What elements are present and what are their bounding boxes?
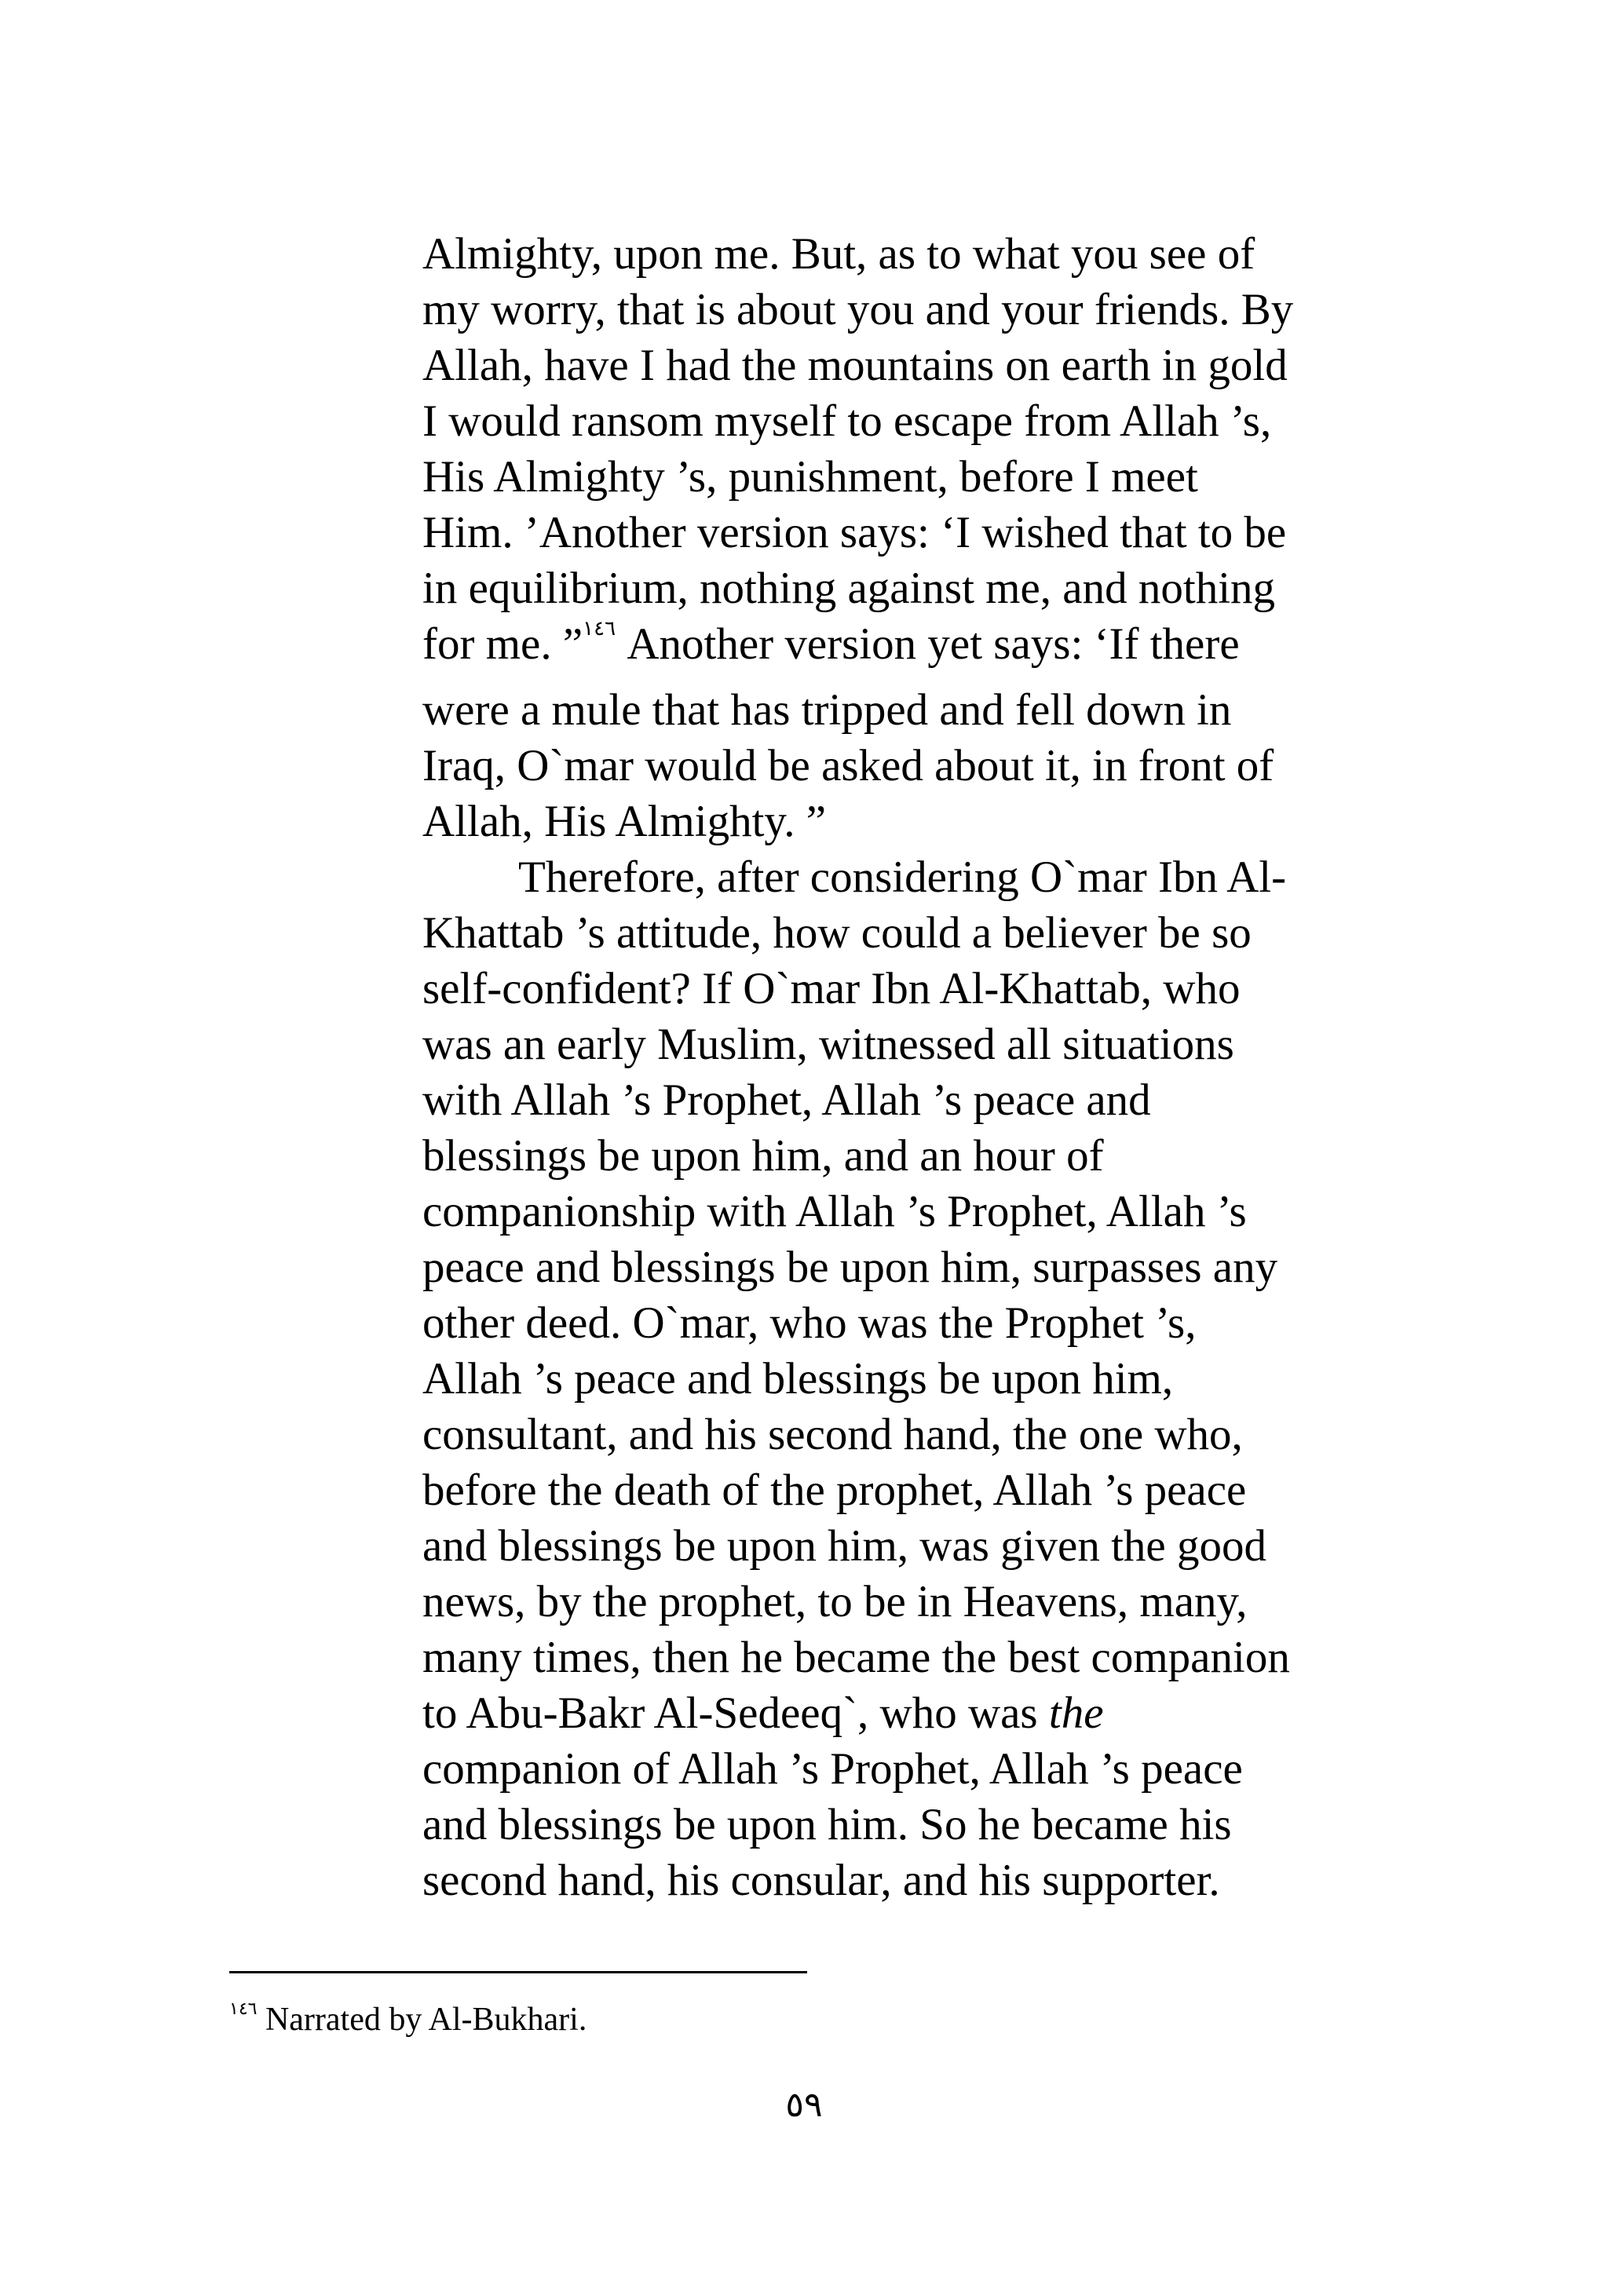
text-line: Almighty, upon me. But, as to what you see of: [422, 229, 1255, 279]
text-line: [422, 1685, 1380, 1741]
text-line: many times, then he became the best companion: [422, 1633, 1290, 1682]
text-line: [422, 616, 1380, 672]
text-line: second hand, his consular, and his supporter.: [422, 1856, 1220, 1905]
text-line: I would ransom myself to escape from Allah ’s,: [422, 396, 1272, 446]
text-line: His Almighty ’s, punishment, before I meet: [422, 452, 1198, 502]
text-line: other deed. O`mar, who was the Prophet ’s,: [422, 1298, 1197, 1348]
text-segment: Another version yet says: ‘If there: [616, 619, 1240, 669]
text-line: news, by the prophet, to be in Heavens, many,: [422, 1577, 1248, 1626]
text-line: in equilibrium, nothing against me, and nothing: [422, 564, 1276, 613]
text-line: was an early Muslim, witnessed all situations: [422, 1020, 1234, 1069]
text-line: and blessings be upon him, was given the good: [422, 1521, 1266, 1571]
footnote-divider: [229, 1971, 807, 1973]
page-number: ٥٩: [785, 2086, 823, 2124]
text-line: self-confident? If O`mar Ibn Al-Khattab, who: [422, 964, 1241, 1013]
paragraph-first-line: Therefore, after considering O`mar Ibn Al-: [518, 852, 1287, 902]
text-line: and blessings be upon him. So he became his: [422, 1800, 1232, 1849]
text-line: before the death of the prophet, Allah ’s peace: [422, 1466, 1247, 1515]
footnote-reference[interactable]: ١٤٦: [583, 617, 616, 640]
text-line: with Allah ’s Prophet, Allah ’s peace and: [422, 1075, 1151, 1125]
text-line: Khattab ’s attitude, how could a believer be so: [422, 908, 1252, 958]
text-line: Allah, His Almighty. ”: [422, 797, 827, 846]
text-line: Him. ’Another version says: ‘I wished that to be: [422, 508, 1287, 557]
text-segment: to Abu-Bakr Al-Sedeeq`, who was: [422, 1688, 1049, 1738]
text-line: peace and blessings be upon him, surpasses any: [422, 1243, 1278, 1292]
footnote-text: Narrated by Al-Bukhari.: [257, 2002, 587, 2038]
text-line: Allah ’s peace and blessings be upon him,: [422, 1354, 1174, 1404]
emphasis-text: the: [1048, 1688, 1104, 1738]
footnote: [229, 1998, 587, 2042]
text-line: Iraq, O`mar would be asked about it, in front of: [422, 741, 1274, 790]
text-line: were a mule that has tripped and fell down in: [422, 685, 1232, 735]
text-line: my worry, that is about you and your friends. By: [422, 285, 1294, 334]
text-segment: for me. ”: [422, 619, 583, 669]
text-line: companionship with Allah ’s Prophet, Allah ’s: [422, 1187, 1247, 1236]
footnote-marker: ١٤٦: [229, 1999, 258, 2018]
text-line: companion of Allah ’s Prophet, Allah ’s peace: [422, 1744, 1243, 1794]
text-line: blessings be upon him, and an hour of: [422, 1131, 1104, 1181]
text-line: consultant, and his second hand, the one who,: [422, 1410, 1243, 1459]
text-line: Allah, have I had the mountains on earth in gold: [422, 341, 1288, 390]
body-text: [422, 226, 1380, 1908]
